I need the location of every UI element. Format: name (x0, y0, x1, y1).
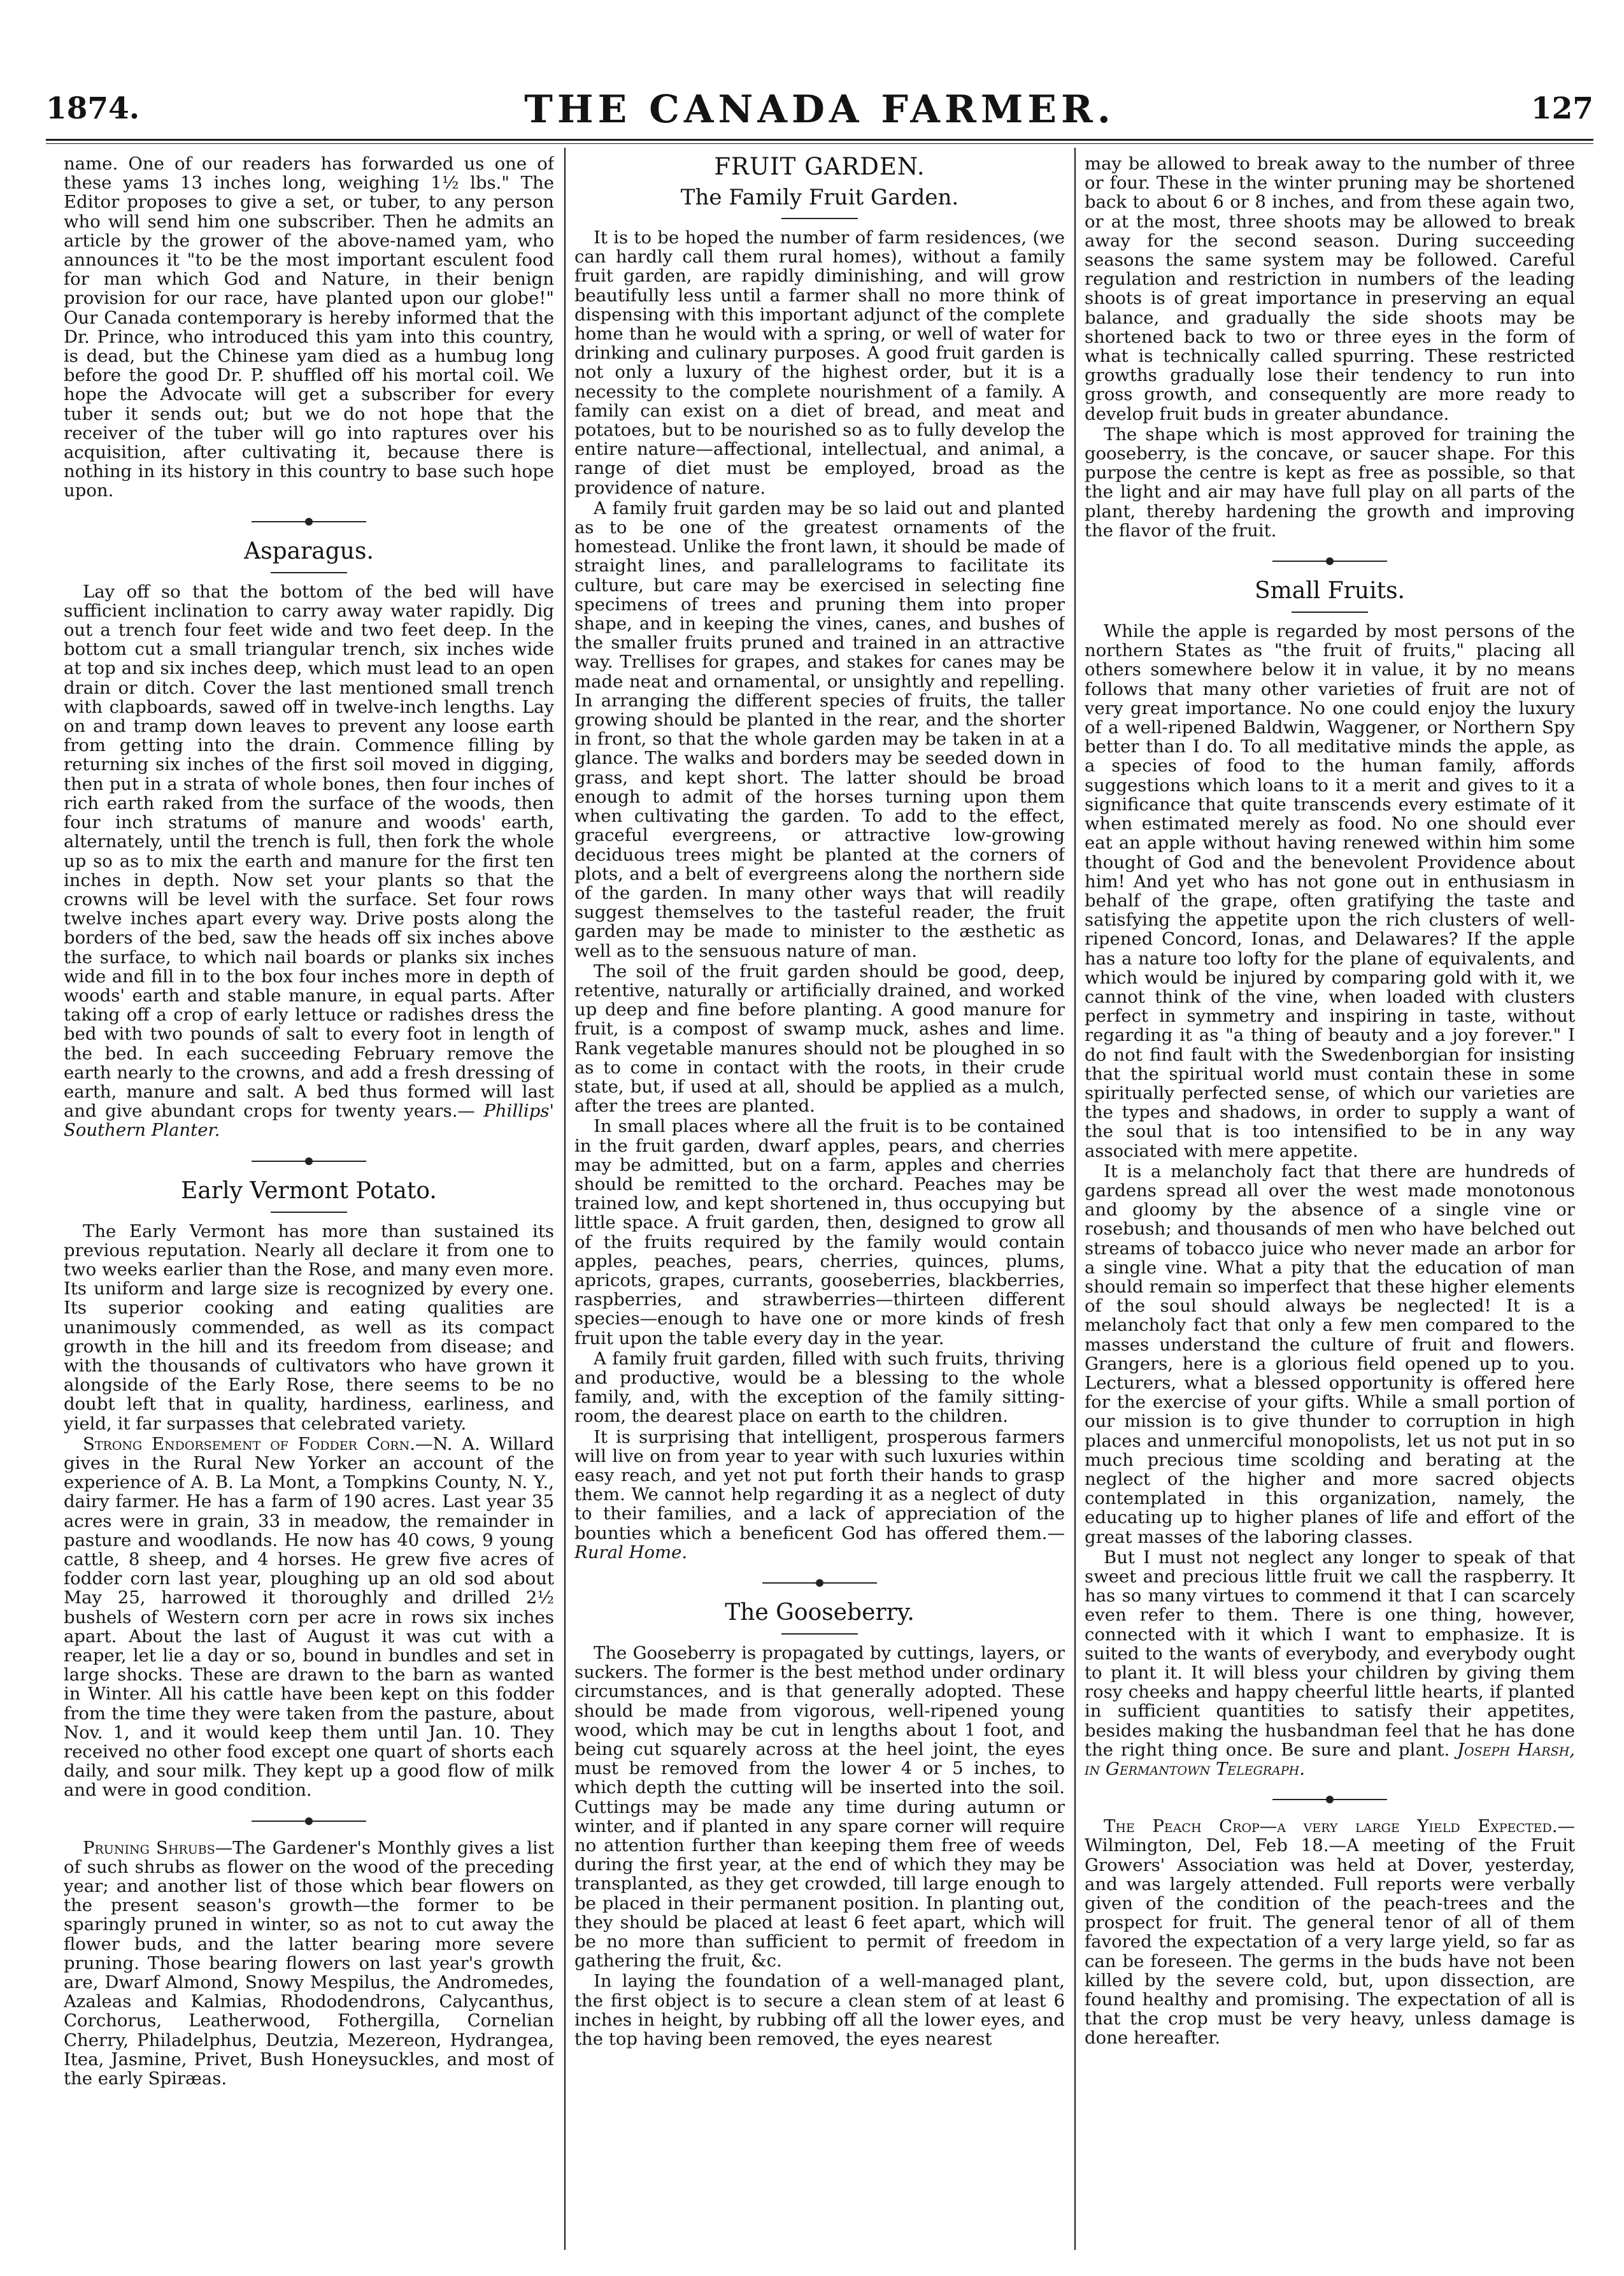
yam-paragraph: name. One of our readers has forwarded us one of these yams 13 inches long, weighing 1½ lbs." The Editor proposes to give a set, or tuber, to any person who will send him one subscriber. Then he admits an article by the grower of the above-named yam, who announces it "to be the most important esculent food for man which God and Nature, in their benign provision for our race, have planted upon our globe!" Our Canada contemporary is hereby informed that the Dr. Prince, who introduced this yam into this country, is dead, but the Chinese yam died as a humbug long before the good Dr. P. shuffled off his mortal coil. We hope the Advocate will get a subscriber for every tuber it sends out; but we do not hope that the receiver of the tuber will go into raptures over his acquisition, after cultivating it, because there is nothing in its history in this country to base such hope upon. (64, 154, 554, 501)
column-3 (1085, 154, 1575, 2263)
column-2 (574, 154, 1065, 2263)
separator (252, 1154, 366, 1168)
masthead-rule (46, 139, 1593, 141)
column-divider-2 (1074, 148, 1076, 2250)
small-fruits-paragraph-1: While the apple is regarded by most persons of the northern States as "the fruit of fruits," placing all others somewhere below it in value, it by no means follows that many other varieties of fruit are not of very great importance. No one could enjoy the luxury of a well-ripened Baldwin, Waggener, or Northern Spy better than I do. To all meditative minds the apple, as a species of food to the human family, affords suggestions which loans to it a merit and gives to it a significance that quite transcends every estimate of it when estimated merely as food. No one should ever eat an apple without having renewed within him some thought of God and the benevolent Providence about him! And yet who has not gone out in enthusiasm in behalf of the grape, often gratifying the taste and satisfying the appetite upon the rich clusters of well-ripened Concord, Ionas, and Delawares? If the apple has a nature too lofty for the plane of equivalents, and which would be injured by comparing gold with it, we cannot think of the vine, when loaded with clusters perfect in symmetry and inspiring in taste, without regarding it as "a thing of beauty and a joy forever." I do not find fault with the Swedenborgian for insisting that the spiritual world must contain these in some spiritually perfected sense, of which our varieties are the types and shadows, in order to supply a want of the soul that is too intensified to be in any way associated with mere appetite. (1085, 621, 1575, 1161)
heading-rule (271, 1212, 347, 1213)
asparagus-credit: Phillips' Southern Planter. (64, 1101, 554, 1141)
small-p3-text: But I must not neglect any longer to speak of that sweet and precious little fruit we call the raspberry. It has so many virtues to commend it that I can scarcely even refer to them. There is one thing, however, connected with it which I want to emphasize. It is suited to the wants of everybody, and everybody ought to plant it. It will bless your children by giving them rosy cheeks and happy cheerful little hearts, if planted in sufficient quantities to satisfy their appetites, besides making the husbandman feel that he has done the right thing once. Be sure and plant. (1085, 1547, 1575, 1760)
masthead-rule-thin (46, 143, 1593, 144)
publication-title: THE CANADA FARMER. (524, 87, 1115, 132)
small-fruits-paragraph-2: It is a melancholy fact that there are hundreds of gardens spread all over the west made monotonous and gloomy by the absence of a single vine or rosebush; and thousands of men who have belched out streams of tobacco juice who never made an arbor for a single vine. What a pity that the education of man should remain so imperfect that these higher elements of the soul should always be neglected! It is a melancholy fact that only a few men compared to the masses understand the culture of fruit and flowers. Grangers, here is a glorious field opened up to you. Lecturers, what a blessed opportunity is offered here for the exercise of your gifts. While a small portion of our mission is to give thunder to corruption in high places and unmerciful monopolists, let us not put in so much precious time scolding and berating at the neglect of the higher and more sacred objects contemplated in this organization, namely, the educating up to higher planes of life and effort of the great masses of the laboring classes. (1085, 1161, 1575, 1547)
small-fruits-heading: Small Fruits. (1254, 578, 1405, 605)
issue-year: 1874. (46, 91, 140, 126)
gooseberry-heading: The Gooseberry. (725, 1600, 915, 1626)
fodder-paragraph (64, 1435, 554, 1800)
family-paragraph-5: A family fruit garden, filled with such fruits, thriving and productive, would be a blessing to the whole family, and, with the exception of the family sitting-room, the dearest place on earth to the children. (574, 1348, 1065, 1427)
fodder-text: —N. A. Willard gives in the Rural New Yorker an account of the experience of A. B. La Mont, a Tompkins County, N. Y., dairy farmer. He has a farm of 190 acres. Last year 35 acres were in grain, 33 in meadow, the remainder in pasture and woodlands. He now has 40 cows, 9 young cattle, 8 sheep, and 4 horses. He grew five acres of fodder corn last year, ploughing up an old sod about May 25, harrowed it thoroughly and drilled 2½ bushels of Western corn per acre in rows six inches apart. About the last of August it was cut with a reaper, let lie a day or so, bound in bundles and set in large shocks. These are drawn to the barn as wanted in Winter. All his cattle have been kept on this fodder from the time they were taken from the pasture, about Nov. 1, and it would keep them until Jan. 10. They received no other food except one quart of shorts each daily, and sour milk. They kept up a good flow of milk and were in good condition. (64, 1433, 554, 1801)
column-1 (64, 154, 554, 2263)
pruning-paragraph (64, 1838, 554, 2089)
asparagus-body: Lay off so that the bottom of the bed will have sufficient inclination to carry away water rapidly. Dig out a trench four feet wide and two feet deep. In the bottom cut a small triangular trench, six inches wide at top and six inches deep, which must lead to an open drain or ditch. Cover the last mentioned small trench with clapboards, sawed off in twelve-inch lengths. Lay on and tramp down leaves to prevent any loose earth from getting into the drain. Commence filling by returning six inches of the first soil moved in digging, then put in a strata of whole bones, then four inches of rich earth raked from the surface of the woods, then four inch stratums of manure and woods' earth, alternately, until the trench is full, then fork the whole up so as to mix the earth and manure for the first ten inches in depth. Now set your plants so that the crowns will be level with the surface. Set four rows twelve inches apart every way. Drive posts along the borders of the bed, saw the heads off six inches above the surface, to which nail boards or planks six inches wide and fill in to the box four inches more in depth of woods' earth and stable manure, in equal parts. After taking off a crop of early lettuce or radishes dress the bed with two pounds of salt to every foot in length of the bed. In each succeeding February remove the earth nearly to the crowns, and add a fresh dressing of earth, manure and salt. A bed thus formed will last and give abundant crops for twenty years.— (64, 581, 554, 1122)
separator (252, 1814, 366, 1828)
family-paragraph-4: In small places where all the fruit is to be contained in the fruit garden, dwarf apples, pears, and cherries may be admitted, but on a farm, apples and cherries should be remitted to the orchard. Peaches may be trained low, and kept shortened in, thus occupying but little space. A fruit garden, then, designed to grow all of the fruits required by the family would contain apples, peaches, pears, cherries, quinces, plums, apricots, grapes, currants, gooseberries, blackberries, raspberries, and strawberries—thirteen different species—enough to have one or more kinds of fresh fruit upon the table every day in the year. (574, 1116, 1065, 1349)
heading-rule (1292, 612, 1368, 613)
potato-heading: Early Vermont Potato. (181, 1177, 437, 1204)
family-paragraph-2: A family fruit garden may be so laid out and planted as to be one of the greatest ornaments of the homestead. Unlike the front lawn, it should be made of straight lines, and parallelograms to facilitate its culture, but care may be exercised in selecting fine specimens of trees and pruning them into proper shape, and in keeping the vines, canes, and bushes of the smaller fruits pruned and trained in an attractive way. Trellises for grapes, and stakes for canes may be made neat and ornamental, or unsightly and repelling. In arranging the different species of fruits, the taller growing should be planted in the rear, and the shorter in front, so that the whole garden may be taken in at a glance. The walks and borders may be seeded down in grass, and kept short. The latter should be broad enough to admit of the horses turning upon them when cultivating the garden. To add to the effect, graceful evergreens, or attractive low-growing deciduous trees might be planted at the corners of plots, and a belt of evergreens along the northern side of the garden. In many other ways that will readily suggest themselves to the tasteful reader, the fruit garden may be made to minister to the æsthetic as well as to the sensuous nature of man. (574, 497, 1065, 961)
heading-rule (781, 1633, 858, 1635)
heading-rule (781, 218, 858, 219)
small-fruits-paragraph-3 (1085, 1548, 1575, 1779)
separator (762, 1576, 877, 1590)
family-paragraph-6 (574, 1428, 1065, 1562)
peach-text: —Wilmington, Del, Feb 18.—A meeting of the Fruit Growers' Association was held at Dover, yesterday, and was largely attended. Full reports were verbally given of the condition of the peach-trees and the prospect for fruit. The general tenor of all of them favored the expectation of a very large yield, so far as can be foreseen. The germs in the buds have not been killed by the severe cold, but, upon dissection, are found healthy and promising. The expectation of all is that the crop must be very heavy, unless damage is done hereafter. (1085, 1816, 1575, 2049)
page-number: 127 (1530, 91, 1593, 126)
separator (1272, 1793, 1387, 1807)
asparagus-text (64, 582, 554, 1140)
heading-rule (271, 572, 347, 573)
asparagus-heading: Asparagus. (244, 538, 374, 564)
fodder-lead: Strong Endorsement of Fodder Corn. (83, 1433, 415, 1454)
gooseberry-continued: may be allowed to break away to the number of three or four. These in the winter pruning may be shortened back to about 6 or 8 inches, and from these again two, or at the most, three shoots may be allowed to break away for the second season. During succeeding seasons the same system may be followed. Careful regulation and restriction in numbers of the leading shoots is of great importance in preserving an equal balance, and gradually the side shoots may be shortened back to two or three eyes in the form of what is technically called spurring. These restricted growths gradually lose their tendency to run into gross growth, and consequently are more ready to develop fruit buds in greater abundance. (1085, 154, 1575, 424)
family-paragraph-3: The soil of the fruit garden should be good, deep, retentive, naturally or artificially drained, and worked up deep and fine before planting. A good manure for fruit, is a compost of swamp muck, ashes and lime. Rank vegetable manures should not be ploughed in so as to come in contact with the roots, in their crude state, but, if used at all, should be applied as a mulch, after the trees are planted. (574, 961, 1065, 1117)
gooseberry-paragraph-2: In laying the foundation of a well-managed plant, the first object is to secure a clean stem of at least 6 inches in height, by rubbing off all the lower eyes, and the top having been removed, the eyes nearest (574, 1971, 1065, 2050)
gooseberry-paragraph-1: The Gooseberry is propagated by cuttings, layers, or suckers. The former is the best method under ordinary circumstances, and is that generally adopted. These should be made from vigorous, well-ripened young wood, which may be cut in lengths about 1 foot, and being cut squarely across at the heel joint, the eyes must be removed from the lower 4 or 5 inches, to which depth the cutting will be inserted into the soil. Cuttings may be made any time during autumn or winter, and if planted in any spare corner will require no attention further than keeping them free of weeds during the first year, at the end of which they may be transplanted, as they get crowded, till large enough to be placed in their permanent position. In planting out, they should be placed at least 6 feet apart, which will be no more than sufficient to permit of freedom in gathering the fruit, &c. (574, 1643, 1065, 1972)
family-paragraph-1: It is to be hoped the number of farm residences, (we can hardly call them rural homes), without a family fruit garden, are rapidly diminishing, and will grow beautifully less until a farmer shall no more think of dispensing with this important adjunct of the complete home than he would with a spring, or well of water for drinking and culinary purposes. A good fruit garden is not only a luxury of the highest order, but it is a necessity to the complete nourishment of a family. A family can exist on a diet of bread, and meat and potatoes, but to be nourished so as to fully develop the entire nature—affectional, intellectual, and animal, a range of diet must be employed, broad as the providence of nature. (574, 227, 1065, 498)
family-p6-text: It is surprising that intelligent, prosperous farmers will live on from year to year with such luxuries within easy reach, and yet not put forth their hands to grasp them. We cannot help regarding it as a neglect of duty to their families, and a lack of appreciation of the bounties which a beneficent God has offered them.— (574, 1426, 1065, 1543)
pruning-text: —The Gardener's Monthly gives a list of such shrubs as flower on the wood of the preceding year; and another list of those which bear flowers on the present season's growth—the former to be sparingly pruned in winter, so as not to cut away the flower buds, and the latter bearing more severe pruning. Those bearing flowers on last year's growth are, Dwarf Almond, Snowy Mespilus, the Andromedes, Azaleas and Kalmias, Rhododendrons, Calycanthus, Corchorus, Leatherwood, Fothergilla, Cornelian Cherry, Philadelphus, Deutzia, Mezereon, Hydrangea, Itea, Jasmine, Privet, Bush Honeysuckles, and most of the early Spiræas. (64, 1837, 554, 2089)
peach-paragraph (1085, 1817, 1575, 2047)
family-credit: Rural Home. (574, 1542, 688, 1563)
potato-text: The Early Vermont has more than sustained its previous reputation. Nearly all declare it from one to two weeks earlier than the Rose, and many even more. Its uniform and large size is recognized by every one. Its superior cooking and eating qualities are unanimously commended, as well as its compact growth in the hill and its freedom from disease; and with the thousands of cultivators who have grown it alongside of the Early Rose, there seems to be no doubt left that in quality, hardiness, earliness, and yield, it far surpasses that celebrated variety. (64, 1220, 554, 1434)
gooseberry-shape: The shape which is most approved for training the gooseberry, is the concave, or saucer shape. For this purpose the centre is kept as free as possible, so that the light and air may have full play on all parts of the plant, thereby hardening the growth and improving the flavor of the fruit. (1085, 424, 1575, 541)
separator (1272, 554, 1387, 568)
separator (252, 515, 366, 529)
column-divider-1 (564, 148, 566, 2250)
author-signature: Joseph Harsh, in Germantown Telegraph. (1085, 1739, 1575, 1780)
masthead (46, 86, 1593, 137)
pruning-lead: Pruning Shrubs (83, 1837, 215, 1858)
peach-lead: The Peach Crop—a very large Yield Expected. (1104, 1816, 1558, 1837)
family-fruit-garden-heading: The Family Fruit Garden. (680, 185, 959, 210)
fruit-garden-heading: FRUIT GARDEN. (714, 154, 925, 180)
